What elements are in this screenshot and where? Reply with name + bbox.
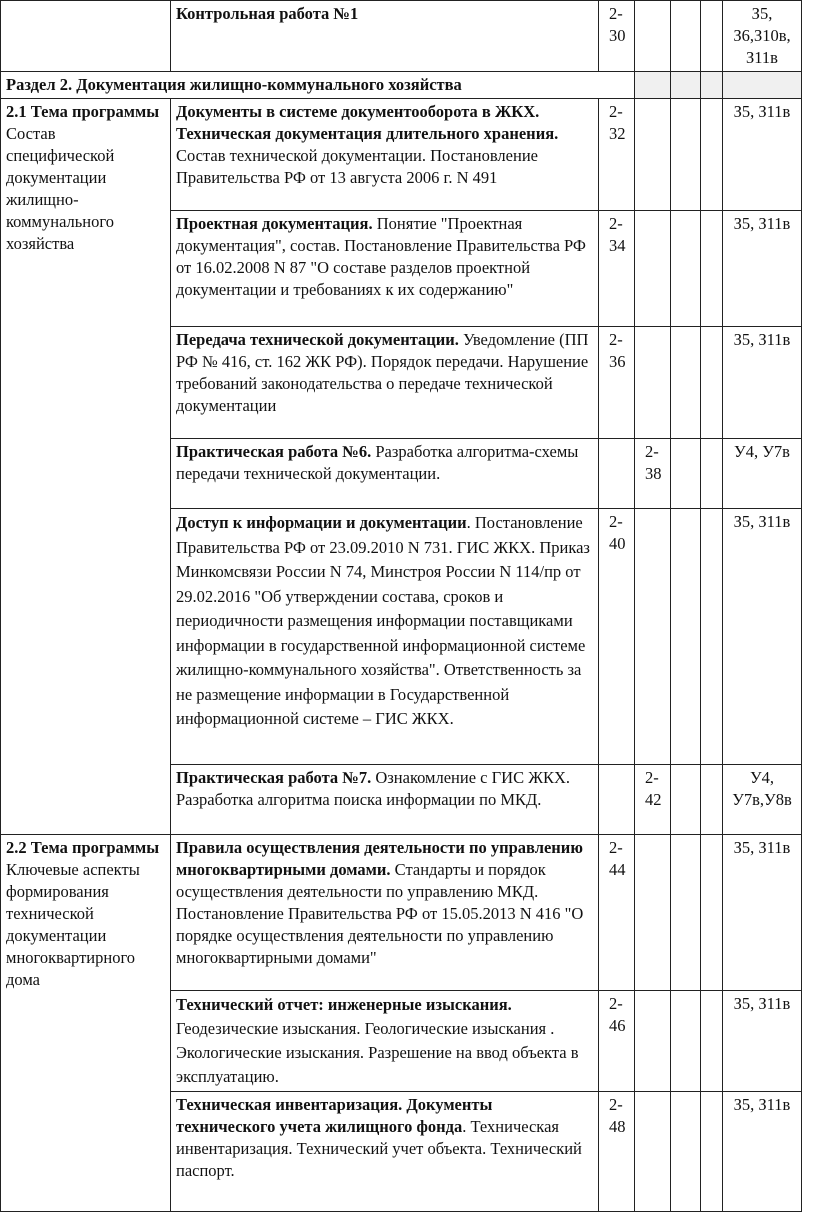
section-header-row [1,72,802,99]
empty-cell [671,835,701,991]
competencies-cell: З5, З6,З10в, З11в [723,1,802,72]
hours-practice-cell [635,991,671,1092]
lesson-cell: Передача технической документации. Уведомление (ПП РФ № 416, ст. 162 ЖК РФ). Порядок передачи. Нарушение требований законодательства о передаче технической документации [171,327,599,439]
empty-cell [701,509,723,765]
lesson-cell: Практическая работа №7. Ознакомление с ГИС ЖКХ. Разработка алгоритма поиска информации по МКД. [171,765,599,835]
topic-heading: 2.2 Тема программы [6,838,160,857]
hours-practice-cell: 2-38 [635,439,671,509]
competencies-cell: З5, З11в [723,99,802,211]
topic-text: Состав специфической документации жилищно-коммунального хозяйства [6,124,115,253]
empty-cell [701,1,723,72]
hours-lecture-cell: 2-44 [599,835,635,991]
empty-cell [701,1092,723,1212]
competencies-cell: З5, З11в [723,1092,802,1212]
hours-lecture-cell: 2-40 [599,509,635,765]
empty-cell [723,72,802,99]
control-work-title [171,1,599,72]
empty-cell [701,99,723,211]
hours-practice-cell [635,835,671,991]
lesson-cell: Практическая работа №6. Разработка алгоритма-схемы передачи технической документации. [171,439,599,509]
empty-cell [701,72,723,99]
lesson-cell: Правила осуществления деятельности по управлению многоквартирными домами. Стандарты и порядок осуществления деятельности по управлению МКД. Постановление Правительства РФ от 15.05.2013 N 416 "О порядке осуществления деятельности по управлению многоквартирными домами" [171,835,599,991]
control-work-label: Контрольная работа №1 [176,4,359,23]
lesson-cell: Техническая инвентаризация. Документы технического учета жилищного фонда. Техническая инвентаризация. Технический учет объекта. Технический паспорт. [171,1092,599,1212]
empty-cell [671,991,701,1092]
hours-lecture-cell [599,439,635,509]
lesson-cell: Проектная документация. Понятие "Проектная документация", состав. Постановление Правительства РФ от 16.02.2008 N 87 "О составе разделов проектной документации и требованиях к их содержанию" [171,211,599,327]
competencies-cell: З5, З11в [723,991,802,1092]
empty-cell [671,509,701,765]
hours-lecture-cell [599,765,635,835]
empty-cell [701,327,723,439]
lesson-cell: Документы в системе документооборота в ЖКХ. Техническая документация длительного хранения. Состав технической документации. Постановление Правительства РФ от 13 августа 2006 г. N 491 [171,99,599,211]
empty-cell [701,835,723,991]
hours-practice-cell [635,1,671,72]
competencies-cell: З5, З11в [723,509,802,765]
hours-lecture-cell: 2-34 [599,211,635,327]
empty-cell [701,765,723,835]
empty-cell [671,327,701,439]
competencies-cell: У4, У7в,У8в [723,765,802,835]
empty-cell [671,211,701,327]
hours-lecture-cell: 2-48 [599,1092,635,1212]
topic-cell-2-2 [1,835,171,1212]
hours-practice-cell [635,1092,671,1212]
empty-cell [701,991,723,1092]
hours-lecture-cell: 2-32 [599,99,635,211]
empty-cell [671,439,701,509]
topic-cell-2-1 [1,99,171,835]
table-row [1,99,802,211]
empty-cell [671,72,701,99]
hours-practice-cell [635,509,671,765]
competencies-cell: У4, У7в [723,439,802,509]
empty-cell [671,1,701,72]
hours-practice-cell: 2-42 [635,765,671,835]
competencies-cell: З5, З11в [723,327,802,439]
table-row-control-work [1,1,802,72]
empty-cell [701,439,723,509]
lesson-cell: Доступ к информации и документации. Постановление Правительства РФ от 23.09.2010 N 731. ГИС ЖКХ. Приказ Минкомсвязи России N 74, Минстроя России N 114/пр от 29.02.2016 "Об утверждении состава, сроков и периодичности размещения информации поставщиками информации в государственной информационной системе жилищно-коммунального хозяйства". Ответственность за не размещение информации в Государственной информационной системе – ГИС ЖКХ. [171,509,599,765]
hours-practice-cell [635,211,671,327]
section-title: Раздел 2. Документация жилищно-коммунального хозяйства [1,72,635,99]
lesson-cell: Технический отчет: инженерные изыскания. Геодезические изыскания. Геологические изыскания . Экологические изыскания. Разрешение на ввод объекта в эксплуатацию. [171,991,599,1092]
empty-cell [671,1092,701,1212]
empty-cell [671,765,701,835]
topic-heading: 2.1 Тема программы [6,102,160,121]
hours-lecture-cell: 2-46 [599,991,635,1092]
hours-practice-cell [635,327,671,439]
empty-topic-cell [1,1,171,72]
competencies-cell: З5, З11в [723,211,802,327]
empty-cell [671,99,701,211]
empty-cell [635,72,671,99]
hours-lecture-cell: 2-30 [599,1,635,72]
hours-practice-cell [635,99,671,211]
topic-text: Ключевые аспекты формирования технической документации многоквартирного дома [6,860,140,989]
empty-cell [701,211,723,327]
competencies-cell: З5, З11в [723,835,802,991]
hours-lecture-cell: 2-36 [599,327,635,439]
table-row [1,835,802,991]
